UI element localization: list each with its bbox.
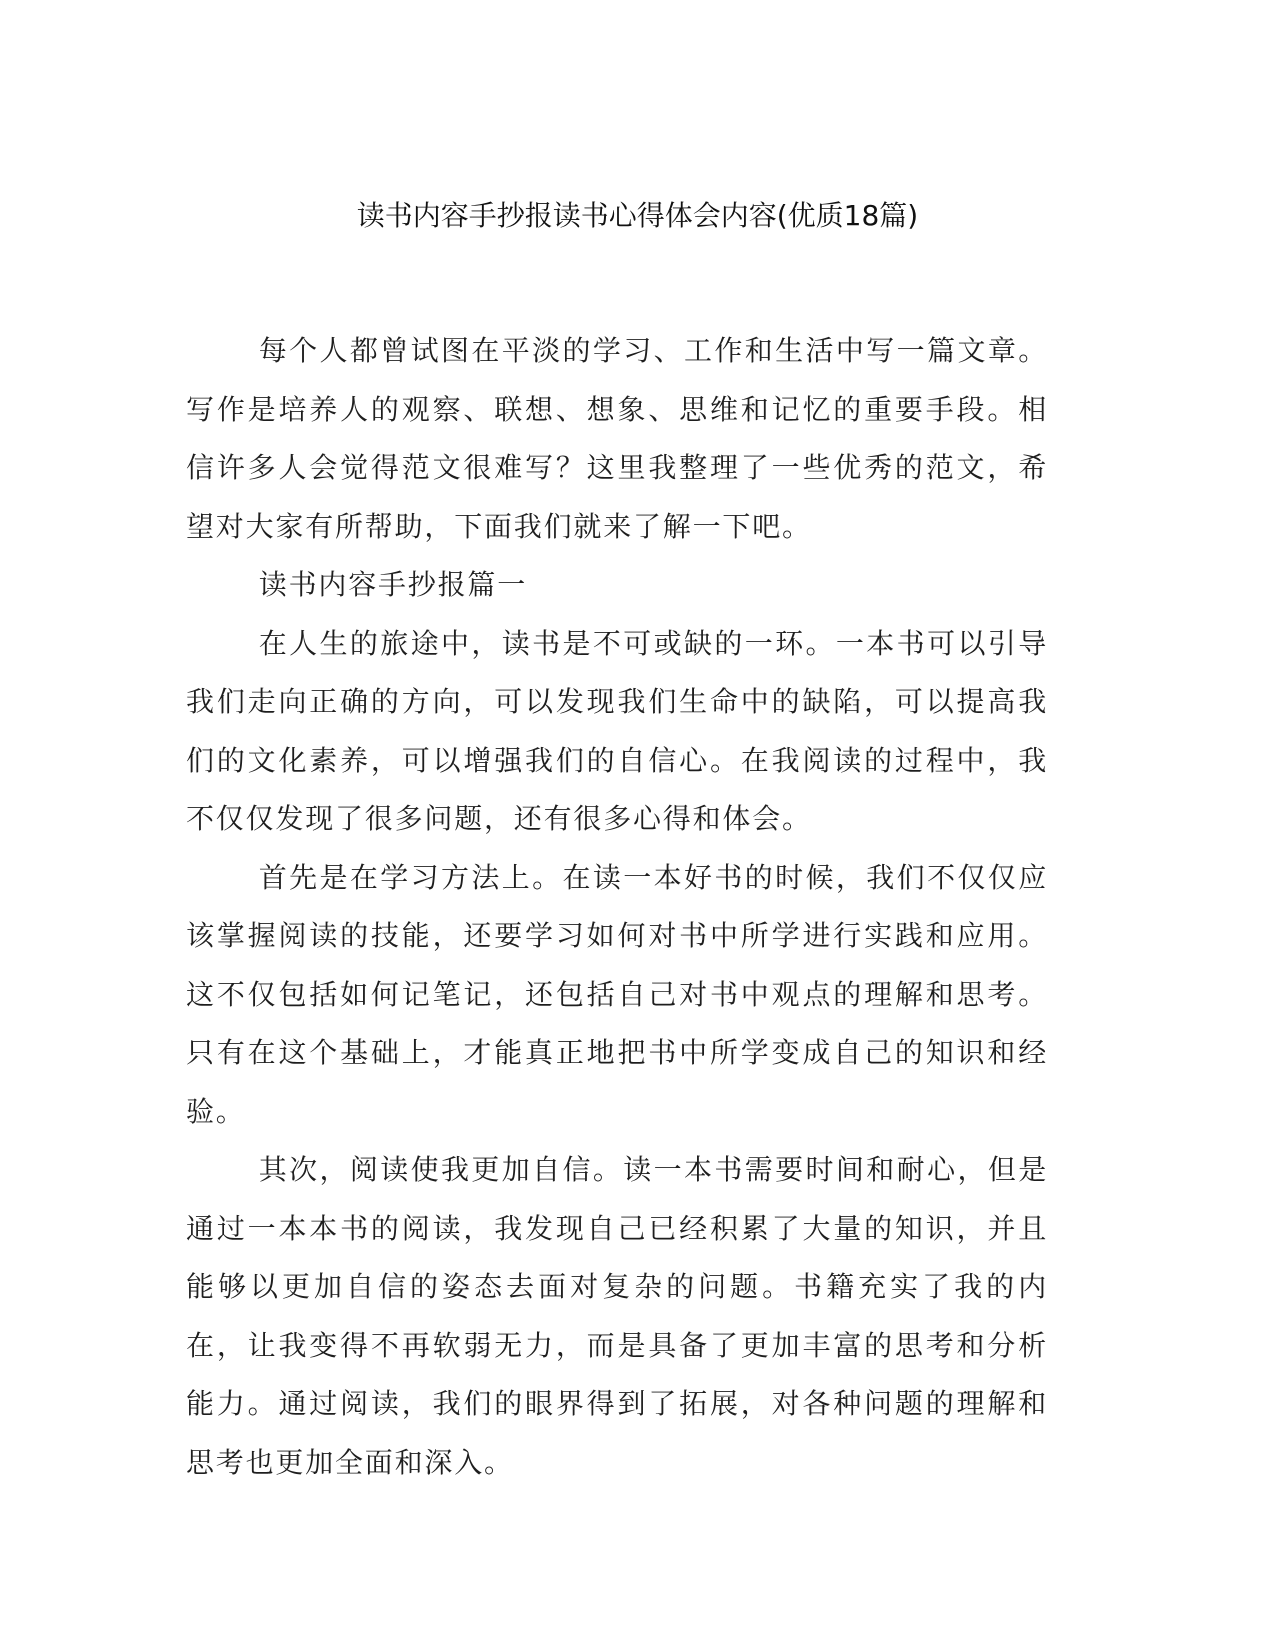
section-heading: 读书内容手抄报篇一 bbox=[258, 568, 527, 601]
document-body bbox=[186, 322, 1048, 1492]
document-title: 读书内容手抄报读书心得体会内容(优质18篇) bbox=[356, 199, 919, 232]
body-paragraph: 首先是在学习方法上。在读一本好书的时候，我们不仅仅应该掌握阅读的技能，还要学习如何对书中所学进行实践和应用。这不仅包括如何记笔记，还包括自己对书中观点的理解和思考。只有在这个基础上，才能真正地把书中所学变成自己的知识和经验。 bbox=[186, 860, 1048, 1128]
body-paragraph: 在人生的旅途中，读书是不可或缺的一环。一本书可以引导我们走向正确的方向，可以发现我们生命中的缺陷，可以提高我们的文化素养，可以增强我们的自信心。在我阅读的过程中，我不仅仅发现了很多问题，还有很多心得和体会。 bbox=[186, 626, 1048, 835]
body-paragraph: 其次，阅读使我更加自信。读一本书需要时间和耐心，但是通过一本本书的阅读，我发现自己已经积累了大量的知识，并且能够以更加自信的姿态去面对复杂的问题。书籍充实了我的内在，让我变得不再软弱无力，而是具备了更加丰富的思考和分析能力。通过阅读，我们的眼界得到了拓展，对各种问题的理解和思考也更加全面和深入。 bbox=[186, 1153, 1048, 1479]
intro-paragraph: 每个人都曾试图在平淡的学习、工作和生活中写一篇文章。写作是培养人的观察、联想、想象、思维和记忆的重要手段。相信许多人会觉得范文很难写？这里我整理了一些优秀的范文，希望对大家有所帮助，下面我们就来了解一下吧。 bbox=[186, 334, 1048, 543]
